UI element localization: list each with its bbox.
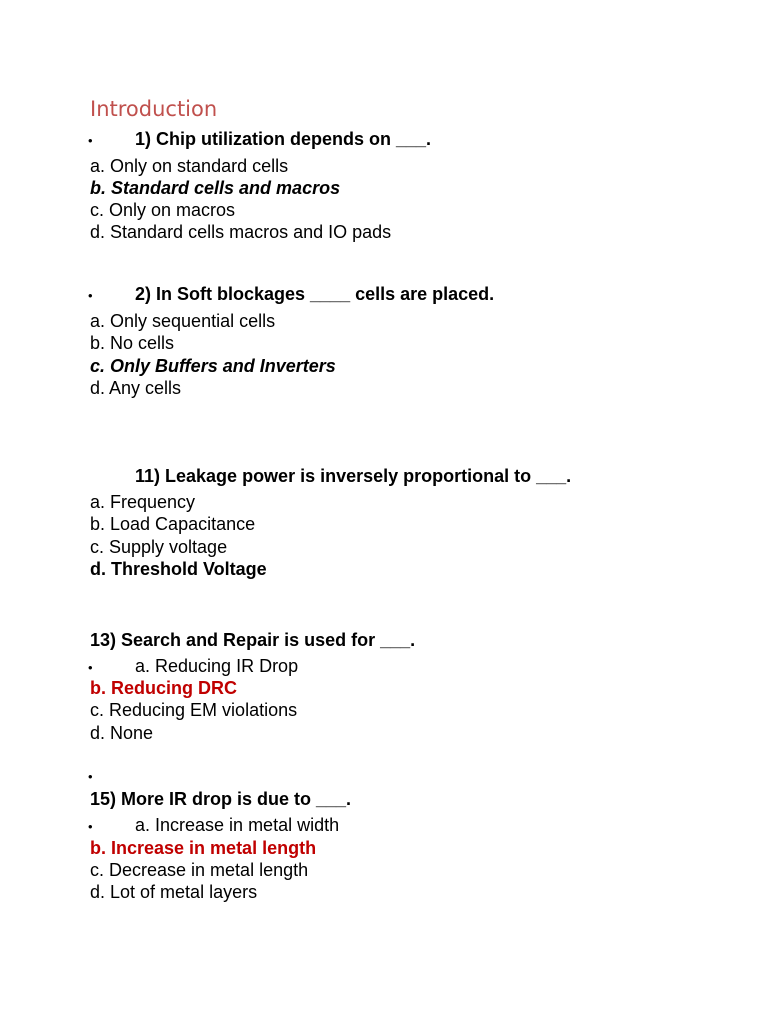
bullet-q15: • [88,819,93,834]
q13-option-a: a. Reducing IR Drop [135,656,299,676]
q1-option-a: a. Only on standard cells [90,156,289,176]
q11-option-a: a. Frequency [90,492,196,512]
q2-option-d: d. Any cells [90,378,182,398]
q2-option-b: b. No cells [90,333,175,353]
bullet-q2: • [88,288,93,303]
section-heading: Introduction [90,97,218,121]
q13-option-d: d. None [90,723,154,743]
bullet-q13: • [88,660,93,675]
bullet-q1: • [88,133,93,148]
q1-option-c: c. Only on macros [90,200,236,220]
q2-option-a: a. Only sequential cells [90,311,276,331]
q15-option-b: b. Increase in metal length [90,838,317,858]
q11-option-b: b. Load Capacitance [90,514,256,534]
q11-option-d: d. Threshold Voltage [90,559,267,579]
question-15: 15) More IR drop is due to ___. [90,789,352,809]
q15-option-c: c. Decrease in metal length [90,860,309,880]
q13-option-b: b. Reducing DRC [90,678,237,698]
q2-option-c: c. Only Buffers and Inverters [90,356,336,376]
q11-option-c: c. Supply voltage [90,537,228,557]
q1-option-d: d. Standard cells macros and IO pads [90,222,392,242]
question-2: 2) In Soft blockages ____ cells are placed. [135,284,495,304]
q1-option-b: b. Standard cells and macros [90,178,341,198]
q15-option-a: a. Increase in metal width [135,815,340,835]
question-11: 11) Leakage power is inversely proportional to ___. [135,466,572,486]
q13-option-c: c. Reducing EM violations [90,700,298,720]
question-1: 1) Chip utilization depends on ___. [135,129,432,149]
bullet-empty: • [88,769,93,784]
question-13: 13) Search and Repair is used for ___. [90,630,416,650]
q15-option-d: d. Lot of metal layers [90,882,258,902]
